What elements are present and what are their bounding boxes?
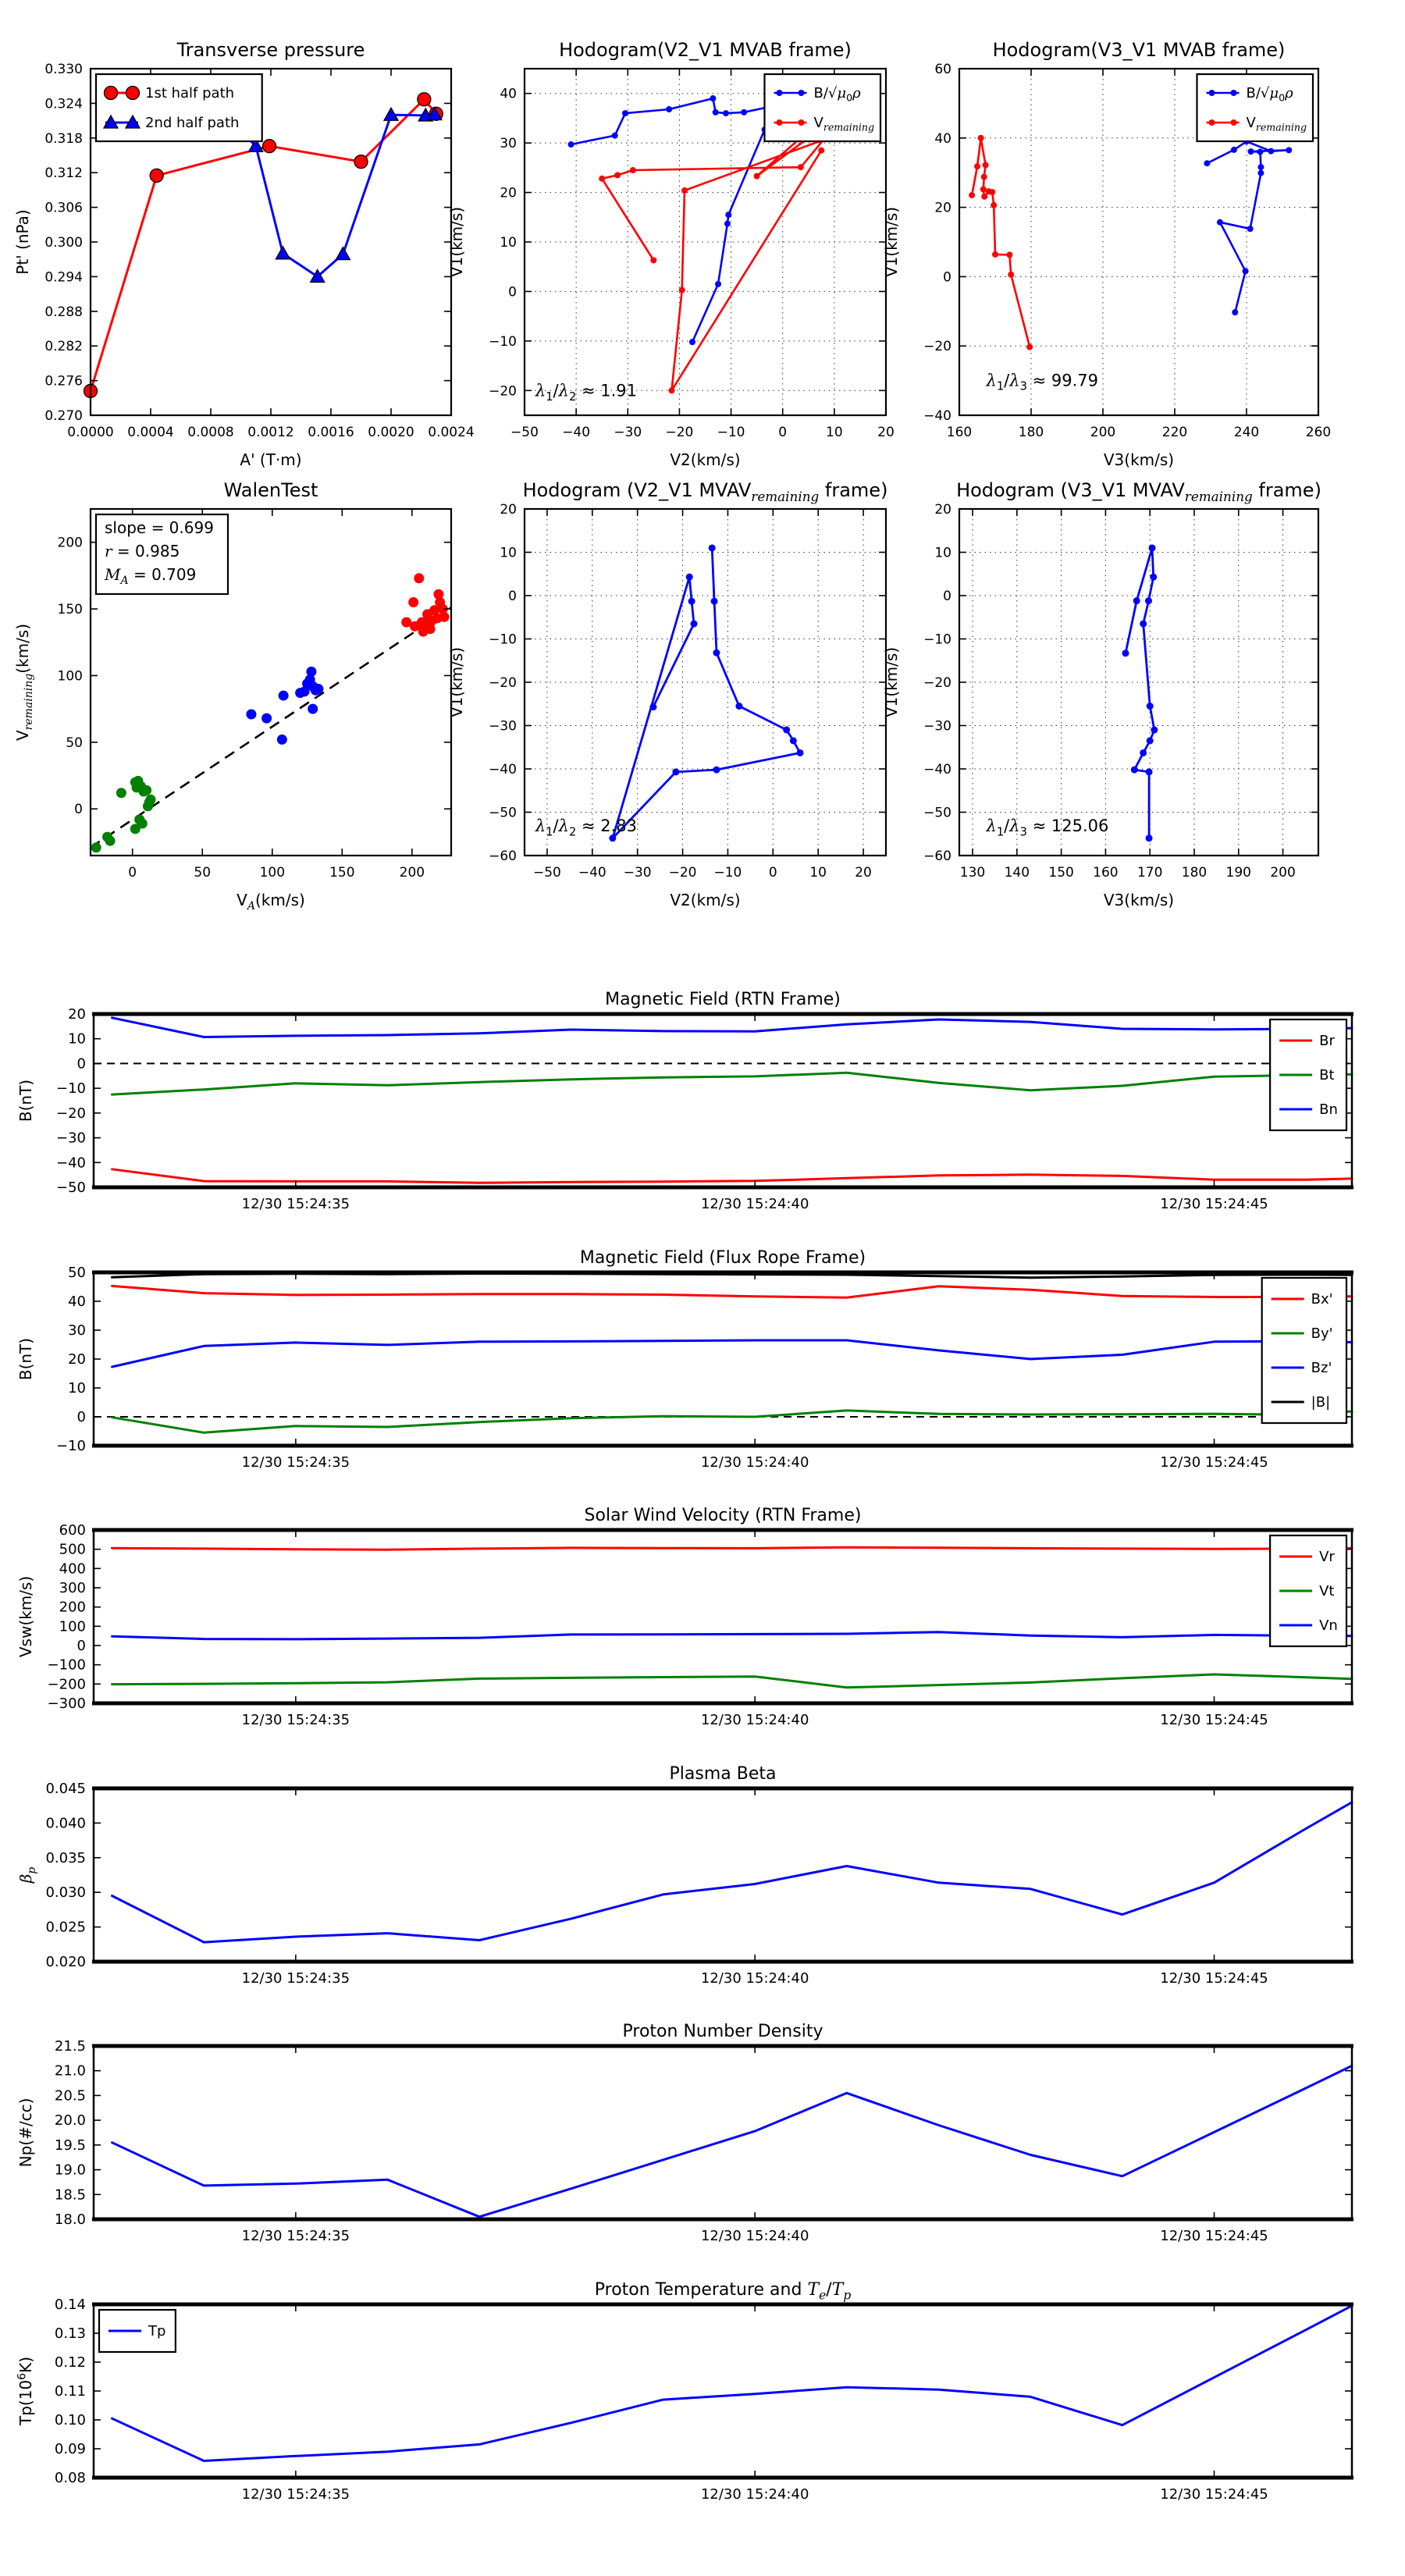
svg-text:−40: −40 xyxy=(923,762,951,777)
svg-text:0.040: 0.040 xyxy=(45,1815,86,1832)
svg-text:50: 50 xyxy=(68,1265,86,1281)
svg-text:0.14: 0.14 xyxy=(54,2297,86,2313)
svg-text:λ1/λ3 ≈ 125.06: $\lambda_1/\lambda_3 \approx 125.06$ xyxy=(986,816,1109,839)
svg-text:Hodogram (V2_V1 MVAVremaining: Hodogram (V2_V1 $MVAV_{remaining}$ frame) xyxy=(522,479,888,505)
svg-text:V1(km/s): V1(km/s) xyxy=(447,646,466,718)
svg-text:0.030: 0.030 xyxy=(45,1884,86,1902)
svg-text:12/30 15:24:35: 12/30 15:24:35 xyxy=(241,1712,350,1728)
svg-text:λ1/λ3 ≈ 99.79: $\lambda_1/\lambda_3 \approx 99.79$ xyxy=(986,371,1098,393)
svg-text:−50: −50 xyxy=(56,1179,86,1196)
svg-text:60: 60 xyxy=(934,62,951,77)
svg-text:0.300: 0.300 xyxy=(44,235,83,251)
svg-text:MA = 0.709: $M_A = 0.709$ xyxy=(105,565,197,588)
svg-text:20: 20 xyxy=(500,502,517,518)
svg-text:V3(km/s): V3(km/s) xyxy=(1103,450,1175,469)
svg-text:160: 160 xyxy=(946,425,973,440)
svg-text:12/30 15:24:45: 12/30 15:24:45 xyxy=(1160,1712,1268,1728)
svg-text:10: 10 xyxy=(500,235,517,251)
svg-text:2nd half path: 2nd half path xyxy=(145,115,240,131)
svg-text:−60: −60 xyxy=(489,849,517,864)
svg-text:20.0: 20.0 xyxy=(54,2112,86,2129)
svg-text:180: 180 xyxy=(1181,865,1208,881)
svg-text:Bz': Bz' xyxy=(1311,1360,1332,1376)
svg-text:600: 600 xyxy=(59,1522,86,1539)
svg-text:12/30 15:24:45: 12/30 15:24:45 xyxy=(1160,1454,1268,1471)
svg-text:240: 240 xyxy=(1233,425,1260,440)
svg-text:0.0016: 0.0016 xyxy=(308,425,354,440)
svg-text:Magnetic Field (RTN Frame): Magnetic Field (RTN Frame) xyxy=(605,990,841,1009)
svg-text:20: 20 xyxy=(934,200,951,216)
svg-text:−50: −50 xyxy=(923,805,951,821)
svg-text:1st half path: 1st half path xyxy=(145,85,235,101)
svg-text:Tp: Tp xyxy=(148,2323,166,2339)
svg-text:12/30 15:24:35: 12/30 15:24:35 xyxy=(241,2228,350,2244)
svg-text:140: 140 xyxy=(1004,865,1030,881)
svg-text:130: 130 xyxy=(959,865,986,881)
svg-text:V1(km/s): V1(km/s) xyxy=(882,646,901,718)
svg-text:Hodogram (V3_V1 MVAVremaining: Hodogram (V3_V1 $MVAV_{remaining}$ frame) xyxy=(956,479,1321,505)
svg-text:12/30 15:24:45: 12/30 15:24:45 xyxy=(1160,1970,1268,1987)
svg-text:βp: $\beta_p$ xyxy=(16,1866,39,1884)
svg-text:0: 0 xyxy=(778,425,788,440)
svg-text:200: 200 xyxy=(1090,425,1116,440)
svg-text:12/30 15:24:45: 12/30 15:24:45 xyxy=(1160,2228,1268,2244)
svg-text:−20: −20 xyxy=(56,1105,86,1122)
svg-text:Br: Br xyxy=(1319,1033,1335,1049)
svg-text:−40: −40 xyxy=(578,865,606,881)
svg-text:Vn: Vn xyxy=(1319,1617,1338,1634)
svg-text:12/30 15:24:45: 12/30 15:24:45 xyxy=(1160,1196,1268,1212)
svg-text:20: 20 xyxy=(877,425,895,440)
svg-text:10: 10 xyxy=(68,1380,86,1397)
svg-text:0.306: 0.306 xyxy=(44,200,83,216)
svg-text:12/30 15:24:45: 12/30 15:24:45 xyxy=(1160,2486,1268,2503)
svg-text:Pt' (nPa): Pt' (nPa) xyxy=(13,209,32,275)
svg-text:170: 170 xyxy=(1136,865,1163,881)
svg-text:Vremaining(km/s): $V_{remaining}(km/s)$ xyxy=(13,623,36,742)
svg-text:−200: −200 xyxy=(47,1676,86,1693)
svg-text:0: 0 xyxy=(76,1638,86,1654)
svg-text:−30: −30 xyxy=(489,718,517,735)
svg-text:0: 0 xyxy=(943,269,951,286)
svg-text:300: 300 xyxy=(59,1580,86,1596)
svg-text:−30: −30 xyxy=(614,425,642,440)
svg-text:A' (T·m): A' (T·m) xyxy=(240,450,302,469)
svg-text:0.0024: 0.0024 xyxy=(428,425,475,440)
svg-text:150: 150 xyxy=(329,865,355,881)
svg-text:0.020: 0.020 xyxy=(45,1954,86,1970)
svg-text:Np(#/cc): Np(#/cc) xyxy=(16,2097,35,2168)
svg-text:Vremaining: $V_{remaining}$ xyxy=(1246,115,1307,133)
svg-text:150: 150 xyxy=(1048,865,1074,881)
svg-text:0.282: 0.282 xyxy=(44,339,83,355)
svg-text:−20: −20 xyxy=(923,675,951,691)
svg-text:10: 10 xyxy=(826,425,843,440)
svg-text:400: 400 xyxy=(59,1560,86,1578)
svg-text:Proton Number Density: Proton Number Density xyxy=(622,2022,823,2041)
svg-text:10: 10 xyxy=(809,865,827,881)
svg-text:20.5: 20.5 xyxy=(54,2087,86,2105)
svg-text:200: 200 xyxy=(399,865,425,881)
svg-text:200: 200 xyxy=(1270,865,1296,881)
svg-text:12/30 15:24:40: 12/30 15:24:40 xyxy=(700,1970,809,1987)
svg-text:0.12: 0.12 xyxy=(54,2354,86,2371)
svg-text:12/30 15:24:35: 12/30 15:24:35 xyxy=(241,1454,350,1471)
svg-text:0.09: 0.09 xyxy=(54,2441,86,2457)
svg-text:Bn: Bn xyxy=(1319,1101,1338,1118)
svg-text:−20: −20 xyxy=(923,339,951,355)
svg-text:Hodogram(V2_V1 MVAB frame): Hodogram(V2_V1 MVAB frame) xyxy=(559,39,852,61)
svg-text:0.276: 0.276 xyxy=(44,373,83,390)
svg-text:−10: −10 xyxy=(56,1080,86,1098)
svg-text:−50: −50 xyxy=(510,425,539,440)
svg-text:20: 20 xyxy=(68,1351,86,1368)
svg-text:10: 10 xyxy=(934,545,951,561)
svg-text:0.288: 0.288 xyxy=(44,304,83,320)
svg-text:B(nT): B(nT) xyxy=(16,1079,35,1123)
svg-text:−10: −10 xyxy=(489,333,517,350)
svg-text:|B|: |B| xyxy=(1311,1394,1331,1411)
svg-text:−300: −300 xyxy=(47,1695,86,1712)
svg-text:Magnetic Field (Flux Rope Fram: Magnetic Field (Flux Rope Frame) xyxy=(579,1248,866,1268)
svg-text:0: 0 xyxy=(128,865,137,881)
svg-text:Tp(106K): $Tp(10^6K)$ xyxy=(16,2356,35,2426)
svg-text:100: 100 xyxy=(57,668,83,685)
svg-text:λ1/λ2 ≈ 1.91: $\lambda_1/\lambda_2 \approx 1.91$ xyxy=(535,381,638,404)
svg-text:0: 0 xyxy=(508,284,517,301)
svg-text:0.324: 0.324 xyxy=(44,96,83,112)
svg-text:slope = 0.699: slope = 0.699 xyxy=(105,518,214,537)
svg-text:100: 100 xyxy=(259,865,286,881)
svg-text:500: 500 xyxy=(59,1541,86,1558)
svg-text:260: 260 xyxy=(1305,425,1332,440)
svg-text:−10: −10 xyxy=(923,632,951,648)
svg-text:VA(km/s): $V_A(km/s)$ xyxy=(237,891,305,913)
svg-text:0.0012: 0.0012 xyxy=(247,425,294,440)
svg-text:−10: −10 xyxy=(56,1438,86,1454)
svg-text:r = 0.985: r = 0.985 xyxy=(105,542,180,560)
svg-text:12/30 15:24:40: 12/30 15:24:40 xyxy=(700,1712,809,1728)
svg-text:Solar Wind Velocity (RTN Frame: Solar Wind Velocity (RTN Frame) xyxy=(584,1506,862,1525)
svg-text:Plasma Beta: Plasma Beta xyxy=(669,1764,777,1784)
svg-text:0.270: 0.270 xyxy=(44,408,83,424)
svg-text:30: 30 xyxy=(68,1322,86,1339)
svg-text:Vremaining: $V_{remaining}$ xyxy=(813,115,875,133)
svg-text:200: 200 xyxy=(59,1599,86,1616)
svg-text:0.330: 0.330 xyxy=(44,62,83,77)
svg-text:V2(km/s): V2(km/s) xyxy=(670,450,741,469)
svg-text:19.0: 19.0 xyxy=(54,2161,86,2179)
svg-text:21.0: 21.0 xyxy=(54,2062,86,2080)
svg-text:B/√μ0ρ: $B/√\mu_0\rho$ xyxy=(813,85,861,104)
svg-text:V3(km/s): V3(km/s) xyxy=(1103,891,1175,909)
svg-text:Transverse pressure: Transverse pressure xyxy=(176,39,365,61)
svg-text:−30: −30 xyxy=(923,718,951,735)
svg-text:B(nT): B(nT) xyxy=(16,1337,35,1381)
svg-text:10: 10 xyxy=(68,1030,86,1048)
svg-text:V2(km/s): V2(km/s) xyxy=(670,891,741,909)
svg-text:10: 10 xyxy=(500,545,517,561)
svg-text:−10: −10 xyxy=(713,865,742,881)
svg-text:−10: −10 xyxy=(489,632,517,648)
svg-text:12/30 15:24:35: 12/30 15:24:35 xyxy=(241,1970,350,1987)
svg-text:0.0020: 0.0020 xyxy=(368,425,414,440)
svg-text:V1(km/s): V1(km/s) xyxy=(447,206,466,278)
svg-text:150: 150 xyxy=(57,602,83,618)
svg-text:0: 0 xyxy=(508,589,517,604)
svg-text:12/30 15:24:40: 12/30 15:24:40 xyxy=(700,1454,809,1471)
svg-text:40: 40 xyxy=(934,130,951,147)
svg-text:220: 220 xyxy=(1161,425,1188,440)
svg-text:−50: −50 xyxy=(489,805,517,821)
svg-text:40: 40 xyxy=(500,86,517,102)
svg-text:12/30 15:24:35: 12/30 15:24:35 xyxy=(241,2486,350,2503)
svg-text:0.11: 0.11 xyxy=(54,2383,86,2400)
svg-text:B/√μ0ρ: $B/√\mu_0\rho$ xyxy=(1246,85,1293,104)
svg-text:0.294: 0.294 xyxy=(44,269,83,286)
svg-text:20: 20 xyxy=(500,185,517,201)
svg-text:200: 200 xyxy=(57,535,83,551)
svg-text:Vr: Vr xyxy=(1319,1549,1335,1565)
svg-text:0: 0 xyxy=(943,589,951,604)
svg-text:Vsw(km/s): Vsw(km/s) xyxy=(16,1575,35,1658)
svg-text:−100: −100 xyxy=(47,1656,86,1674)
svg-text:0: 0 xyxy=(76,1055,86,1073)
svg-text:0.312: 0.312 xyxy=(44,165,83,182)
svg-text:21.5: 21.5 xyxy=(54,2038,86,2055)
svg-text:20: 20 xyxy=(855,865,872,881)
svg-text:WalenTest: WalenTest xyxy=(223,479,318,501)
svg-text:−20: −20 xyxy=(665,425,694,440)
svg-text:0.318: 0.318 xyxy=(44,130,83,147)
svg-text:190: 190 xyxy=(1225,865,1252,881)
svg-text:−60: −60 xyxy=(923,849,951,864)
svg-text:20: 20 xyxy=(934,502,951,518)
svg-text:−30: −30 xyxy=(56,1130,86,1147)
svg-text:180: 180 xyxy=(1018,425,1044,440)
svg-text:−40: −40 xyxy=(489,762,517,777)
svg-text:−50: −50 xyxy=(532,865,561,881)
svg-text:0.0008: 0.0008 xyxy=(187,425,234,440)
svg-text:0: 0 xyxy=(74,802,83,818)
svg-text:12/30 15:24:40: 12/30 15:24:40 xyxy=(700,2228,809,2244)
svg-text:0: 0 xyxy=(76,1409,86,1425)
svg-text:40: 40 xyxy=(68,1293,86,1310)
svg-text:0.10: 0.10 xyxy=(54,2412,86,2428)
svg-text:0.13: 0.13 xyxy=(54,2325,86,2342)
svg-text:−20: −20 xyxy=(668,865,697,881)
svg-text:Hodogram(V3_V1 MVAB frame): Hodogram(V3_V1 MVAB frame) xyxy=(992,39,1286,61)
svg-text:−10: −10 xyxy=(717,425,745,440)
svg-text:50: 50 xyxy=(194,865,212,881)
svg-text:−30: −30 xyxy=(623,865,652,881)
svg-text:18.5: 18.5 xyxy=(54,2186,86,2204)
svg-text:−20: −20 xyxy=(489,383,517,400)
svg-text:−40: −40 xyxy=(923,408,951,424)
svg-text:Bx': Bx' xyxy=(1311,1291,1333,1308)
svg-text:12/30 15:24:40: 12/30 15:24:40 xyxy=(700,1196,809,1212)
svg-text:−40: −40 xyxy=(562,425,591,440)
svg-text:18.0: 18.0 xyxy=(54,2211,86,2228)
svg-text:0.0000: 0.0000 xyxy=(67,425,114,440)
svg-text:Vt: Vt xyxy=(1319,1583,1335,1599)
svg-text:12/30 15:24:35: 12/30 15:24:35 xyxy=(241,1196,350,1212)
svg-text:0.025: 0.025 xyxy=(45,1919,86,1936)
svg-text:λ1/λ2 ≈ 2.83: $\lambda_1/\lambda_2 \approx 2.83$ xyxy=(535,816,638,839)
svg-text:0.035: 0.035 xyxy=(45,1849,86,1866)
svg-text:By': By' xyxy=(1311,1325,1333,1342)
svg-text:0.08: 0.08 xyxy=(54,2470,86,2486)
svg-text:−20: −20 xyxy=(489,675,517,691)
svg-text:Proton Temperature and Te/Tp: Proton Temperature and $T_e/T_p$ xyxy=(594,2280,852,2303)
svg-text:0.045: 0.045 xyxy=(45,1781,86,1797)
svg-text:−40: −40 xyxy=(56,1155,86,1172)
svg-text:0.0004: 0.0004 xyxy=(127,425,174,440)
svg-text:30: 30 xyxy=(500,136,517,152)
svg-text:50: 50 xyxy=(66,735,83,751)
svg-text:V1(km/s): V1(km/s) xyxy=(882,206,901,278)
svg-text:Bt: Bt xyxy=(1319,1067,1335,1083)
svg-text:20: 20 xyxy=(68,1006,86,1023)
svg-text:12/30 15:24:40: 12/30 15:24:40 xyxy=(700,2486,809,2503)
svg-text:160: 160 xyxy=(1093,865,1119,881)
svg-text:0: 0 xyxy=(768,865,777,881)
svg-text:100: 100 xyxy=(59,1618,86,1635)
svg-text:19.5: 19.5 xyxy=(54,2137,86,2154)
